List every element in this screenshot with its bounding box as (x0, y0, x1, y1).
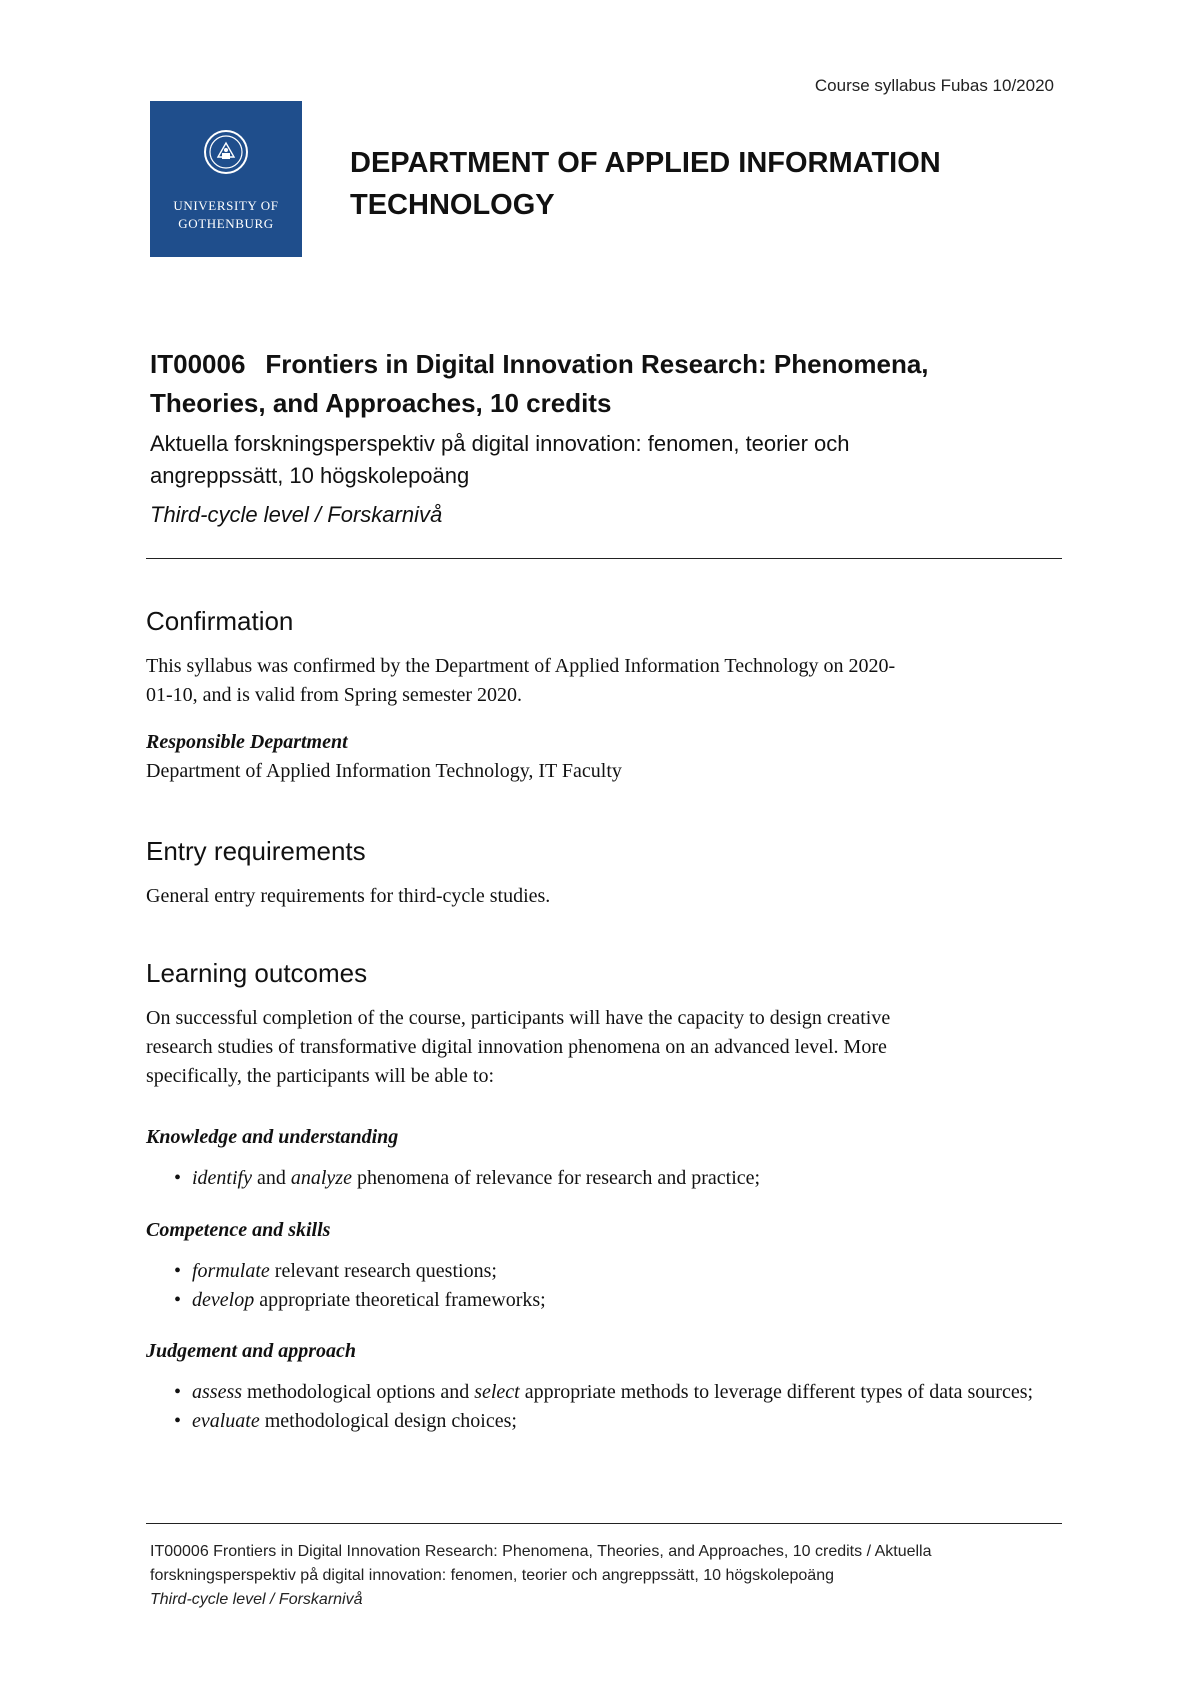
course-swedish-line1: Aktuella forskningsperspektiv på digital innovation: fenomen, teorier och (150, 431, 850, 456)
footer-level: Third-cycle level / Forskarnivå (150, 1591, 363, 1608)
emphasis: assess (192, 1381, 243, 1403)
list-item (174, 1407, 1064, 1436)
page-footer (150, 1540, 1060, 1612)
outcomes-intro-line3: specifically, the participants will be able to: (146, 1065, 495, 1087)
entry-requirements-heading: Entry requirements (146, 836, 366, 866)
item-text: phenomena of relevance for research and practice; (351, 1167, 761, 1189)
department-title-line1: DEPARTMENT OF APPLIED INFORMATION (350, 147, 941, 179)
entry-requirements-text: General entry requirements for third-cycle studies. (146, 885, 551, 907)
university-logo (150, 101, 302, 257)
competence-heading: Competence and skills (146, 1219, 331, 1241)
course-title (150, 345, 1070, 423)
item-text: relevant research questions; (269, 1260, 497, 1282)
list-item (174, 1257, 1064, 1286)
item-text: appropriate theoretical frameworks; (254, 1289, 546, 1311)
learning-outcomes-heading: Learning outcomes (146, 958, 368, 988)
course-title-swedish (150, 428, 1010, 492)
department-title-line2: TECHNOLOGY (350, 189, 555, 221)
emphasis: analyze (290, 1167, 352, 1189)
list-item (174, 1378, 1064, 1407)
item-text: methodological options and (242, 1381, 475, 1403)
divider-footer (146, 1523, 1062, 1524)
confirmation-heading: Confirmation (146, 606, 294, 636)
item-text: methodological design choices; (259, 1410, 517, 1432)
outcomes-intro-line1: On successful completion of the course, participants will have the capacity to design creative (146, 1007, 891, 1029)
university-seal-icon (203, 129, 249, 175)
logo-text-line1: UNIVERSITY OF (173, 198, 279, 213)
responsible-department-label: Responsible Department (146, 731, 348, 753)
emphasis: select (474, 1381, 520, 1403)
item-text: appropriate methods to leverage different types of data sources; (519, 1381, 1034, 1403)
logo-text-line2: GOTHENBURG (178, 216, 274, 231)
outcomes-intro-line2: research studies of transformative digital innovation phenomena on an advanced level. More (146, 1036, 887, 1058)
knowledge-heading: Knowledge and understanding (146, 1126, 399, 1148)
emphasis: evaluate (192, 1410, 260, 1432)
course-title-line2: Theories, and Approaches, 10 credits (150, 388, 612, 418)
learning-outcomes-intro (146, 1004, 1056, 1091)
divider-top (146, 558, 1062, 559)
judgement-heading: Judgement and approach (146, 1340, 357, 1362)
confirmation-line2: 01-10, and is valid from Spring semester 2020. (146, 684, 523, 706)
knowledge-list (174, 1164, 1064, 1193)
course-level: Third-cycle level / Forskarnivå (150, 502, 443, 527)
confirmation-line1: This syllabus was confirmed by the Department of Applied Information Technology on 2020- (146, 655, 896, 677)
department-title (350, 142, 970, 226)
course-title-line1: Frontiers in Digital Innovation Research: Phenomena, (265, 349, 929, 379)
course-swedish-line2: angreppssätt, 10 högskolepoäng (150, 463, 470, 488)
item-text: and (251, 1167, 291, 1189)
responsible-department-value: Department of Applied Information Technology, IT Faculty (146, 760, 622, 782)
judgement-list (174, 1378, 1064, 1436)
competence-list (174, 1257, 1064, 1315)
list-item (174, 1164, 1064, 1193)
emphasis: formulate (192, 1260, 270, 1282)
footer-line1: IT00006 Frontiers in Digital Innovation Research: Phenomena, Theories, and Approaches, 10 credits / Aktuella (150, 1543, 932, 1560)
header-meta: Course syllabus Fubas 10/2020 (814, 76, 1054, 95)
confirmation-text (146, 652, 1056, 710)
course-code: IT00006 (150, 349, 246, 379)
emphasis: develop (192, 1289, 255, 1311)
footer-line2: forskningsperspektiv på digital innovation: fenomen, teorier och angreppssätt, 10 högskolepoäng (150, 1567, 834, 1584)
list-item (174, 1286, 1064, 1315)
emphasis: identify (192, 1167, 252, 1189)
